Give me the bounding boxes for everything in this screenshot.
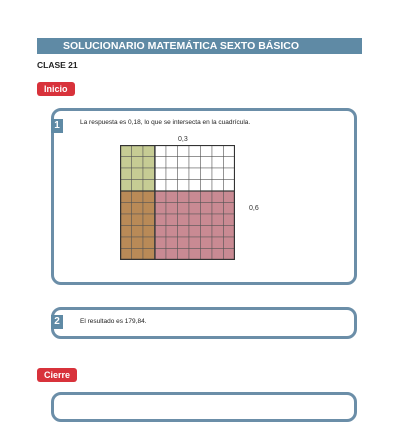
grid-cell bbox=[143, 203, 155, 215]
grid-cell bbox=[201, 191, 213, 203]
grid-cell bbox=[143, 214, 155, 226]
grid-cell bbox=[212, 249, 224, 261]
grid-cell bbox=[224, 168, 236, 180]
grid-cell bbox=[224, 237, 236, 249]
grid-cell bbox=[212, 145, 224, 157]
grid-cell bbox=[224, 145, 236, 157]
exercise-box-1 bbox=[51, 108, 357, 285]
grid-cell bbox=[201, 203, 213, 215]
grid-cell bbox=[178, 168, 190, 180]
grid-cell bbox=[120, 168, 132, 180]
grid-cell bbox=[224, 214, 236, 226]
grid-cell bbox=[166, 157, 178, 169]
grid-cell bbox=[132, 145, 144, 157]
grid-cell bbox=[212, 180, 224, 192]
grid-cell bbox=[120, 237, 132, 249]
grid-cell bbox=[178, 249, 190, 261]
exercise-number: 1 bbox=[51, 119, 63, 133]
grid-cell bbox=[166, 226, 178, 238]
grid-cell bbox=[166, 249, 178, 261]
grid-cell bbox=[189, 145, 201, 157]
grid-cell bbox=[178, 203, 190, 215]
grid-cell bbox=[155, 191, 167, 203]
grid-cell bbox=[189, 226, 201, 238]
grid-cell bbox=[155, 203, 167, 215]
grid-cell bbox=[143, 226, 155, 238]
grid-cell bbox=[166, 237, 178, 249]
grid-cell bbox=[201, 168, 213, 180]
grid-cell bbox=[166, 191, 178, 203]
grid-cell bbox=[132, 237, 144, 249]
grid-cell bbox=[155, 249, 167, 261]
grid-cell bbox=[178, 237, 190, 249]
class-label: CLASE 21 bbox=[37, 60, 78, 70]
grid-cell bbox=[120, 214, 132, 226]
exercise-answer-text: El resultado es 179,84. bbox=[80, 318, 147, 325]
grid-cell bbox=[132, 203, 144, 215]
grid-cell bbox=[212, 237, 224, 249]
grid-cell bbox=[201, 180, 213, 192]
grid-cell bbox=[143, 168, 155, 180]
grid-cell bbox=[132, 226, 144, 238]
exercise-box-3 bbox=[51, 392, 357, 422]
grid-cell bbox=[143, 249, 155, 261]
grid-cell bbox=[189, 157, 201, 169]
grid-cell bbox=[143, 180, 155, 192]
grid-cell bbox=[143, 237, 155, 249]
grid-cell bbox=[212, 157, 224, 169]
grid-cell bbox=[120, 249, 132, 261]
grid-cell bbox=[155, 226, 167, 238]
grid-cell bbox=[155, 168, 167, 180]
grid-cell bbox=[132, 157, 144, 169]
grid-cell bbox=[120, 226, 132, 238]
grid-cell bbox=[120, 203, 132, 215]
grid-cell bbox=[201, 237, 213, 249]
grid-cell bbox=[212, 191, 224, 203]
grid-cell bbox=[224, 157, 236, 169]
grid-cell bbox=[166, 168, 178, 180]
grid-cell bbox=[189, 249, 201, 261]
hundredths-grid bbox=[120, 145, 235, 260]
exercise-box-2 bbox=[51, 307, 357, 339]
exercise-answer-text: La respuesta es 0,18, lo que se intersecta en la cuadrícula. bbox=[80, 119, 251, 126]
grid-label-top: 0,3 bbox=[178, 136, 188, 143]
grid-cell bbox=[166, 203, 178, 215]
grid-cell bbox=[155, 237, 167, 249]
grid-cell bbox=[201, 157, 213, 169]
grid-cell bbox=[120, 191, 132, 203]
grid-cell bbox=[212, 214, 224, 226]
grid-cell bbox=[178, 145, 190, 157]
section-tab-inicio: Inicio bbox=[37, 82, 75, 96]
grid-cell bbox=[224, 191, 236, 203]
grid-cell bbox=[120, 157, 132, 169]
grid-cell bbox=[201, 214, 213, 226]
grid-cell bbox=[189, 214, 201, 226]
grid-cell bbox=[189, 180, 201, 192]
grid-cell bbox=[143, 145, 155, 157]
grid-cell bbox=[212, 203, 224, 215]
grid-cell bbox=[224, 249, 236, 261]
grid-cell bbox=[224, 226, 236, 238]
grid-cell bbox=[132, 191, 144, 203]
grid-cell bbox=[178, 180, 190, 192]
section-tab-cierre: Cierre bbox=[37, 368, 77, 382]
grid-cell bbox=[224, 203, 236, 215]
grid-cell bbox=[120, 180, 132, 192]
grid-cell bbox=[201, 226, 213, 238]
grid-cell bbox=[189, 237, 201, 249]
grid-cell bbox=[143, 157, 155, 169]
grid-cell bbox=[178, 191, 190, 203]
grid-cell bbox=[189, 203, 201, 215]
grid-cell bbox=[132, 168, 144, 180]
grid-cell bbox=[155, 214, 167, 226]
grid-cell bbox=[132, 249, 144, 261]
grid-cell bbox=[132, 180, 144, 192]
grid-cell bbox=[212, 168, 224, 180]
grid-label-right: 0,6 bbox=[249, 205, 259, 212]
grid-cell bbox=[155, 157, 167, 169]
grid-cell bbox=[166, 180, 178, 192]
grid-cell bbox=[132, 214, 144, 226]
grid-cell bbox=[120, 145, 132, 157]
grid-cell bbox=[189, 191, 201, 203]
grid-cell bbox=[201, 249, 213, 261]
grid-cell bbox=[178, 157, 190, 169]
grid-cell bbox=[166, 214, 178, 226]
grid-cell bbox=[155, 145, 167, 157]
grid-cell bbox=[166, 145, 178, 157]
grid-cell bbox=[201, 145, 213, 157]
grid-cell bbox=[143, 191, 155, 203]
grid-cell bbox=[212, 226, 224, 238]
grid-cell bbox=[178, 214, 190, 226]
grid-cell bbox=[224, 180, 236, 192]
exercise-number: 2 bbox=[51, 315, 63, 329]
grid-cell bbox=[178, 226, 190, 238]
document-title: SOLUCIONARIO MATEMÁTICA SEXTO BÁSICO bbox=[37, 38, 362, 54]
grid-cell bbox=[189, 168, 201, 180]
grid-cell bbox=[155, 180, 167, 192]
